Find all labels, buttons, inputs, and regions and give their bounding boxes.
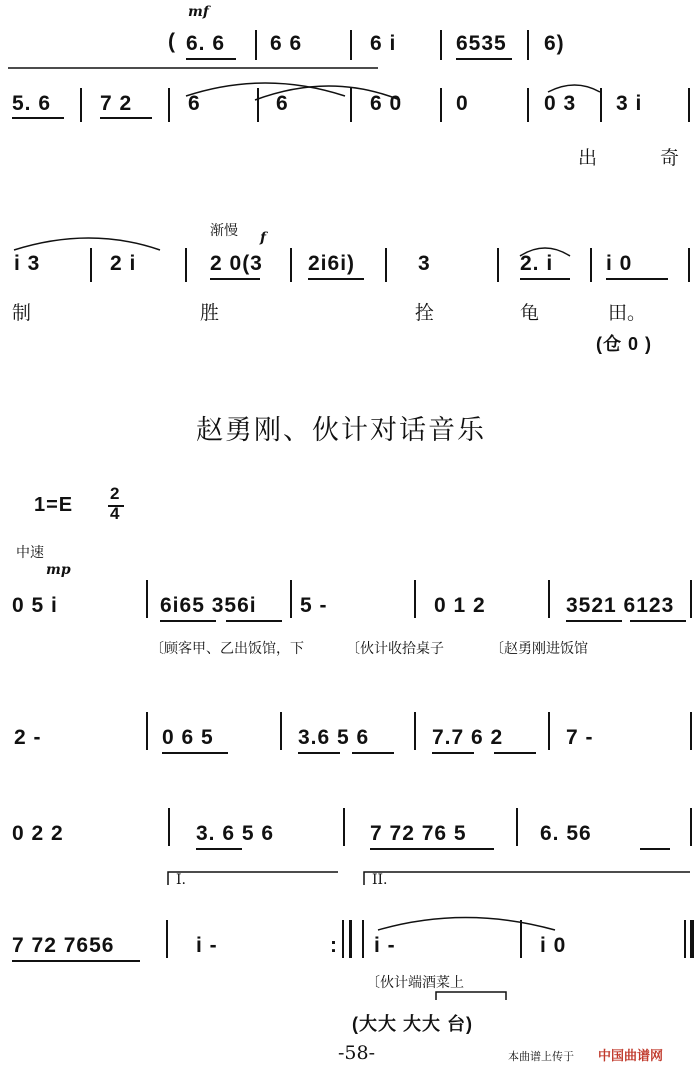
lyric: 田。 (608, 302, 647, 324)
note-group: 0 3 (544, 92, 577, 115)
note-group: 3521 6123 (566, 594, 675, 617)
barline (290, 580, 292, 618)
note-group: 7 72 76 5 (370, 822, 467, 845)
note-group: 2i6i) (308, 252, 356, 275)
note-group: 6i65 356i (160, 594, 257, 617)
note-group: i - (374, 934, 396, 957)
dynamic-mp: mp (46, 562, 71, 578)
final-barline (684, 920, 686, 958)
percussion-pattern: (大大 大大 台) (352, 1014, 473, 1034)
barline (516, 808, 518, 846)
barline (362, 920, 364, 958)
note-group: 2 i (110, 252, 137, 275)
note-group: 0 2 2 (12, 822, 64, 845)
barline (690, 712, 692, 750)
note-group: i 3 (14, 252, 41, 275)
note-group: 2 0(3 (210, 252, 263, 275)
note-group: 0 (456, 92, 469, 115)
section-title: 赵勇刚、伙计对话音乐 (196, 415, 486, 446)
note-group: 6535 (456, 32, 507, 55)
open-paren: ( (168, 30, 176, 53)
page-number: -58- (338, 1042, 376, 1064)
barline (350, 30, 352, 60)
barline (688, 88, 690, 122)
barline (440, 88, 442, 122)
note-group: 7 72 7656 (12, 934, 115, 957)
site-logo: 中国曲谱网 (598, 1049, 664, 1064)
time-signature-bottom: 4 (110, 504, 121, 523)
dynamic-mf: mf (188, 4, 209, 20)
tempo-marking: 渐慢 (210, 223, 238, 239)
note-group: 6. 56 (540, 822, 592, 845)
barline (688, 248, 690, 282)
barline (600, 88, 602, 122)
lyric: 奇 (660, 147, 680, 169)
note-group: 3.6 5 6 (298, 726, 370, 749)
barline (527, 88, 529, 122)
note-group: 6. 6 (186, 32, 226, 55)
barline (590, 248, 592, 282)
note-group: 7 - (566, 726, 594, 749)
lyric: 龟 (520, 302, 540, 324)
dynamic-f: f (260, 230, 267, 246)
barline (690, 580, 692, 618)
barline (548, 712, 550, 750)
note-group: 6 i (370, 32, 397, 55)
barline (497, 248, 499, 282)
barline (520, 920, 522, 958)
note-group: 6 (188, 92, 201, 115)
note-group: 7.7 6 2 (432, 726, 504, 749)
note-group: 6 6 (270, 32, 303, 55)
note-group: 3 (418, 252, 431, 275)
note-group: 3 i (616, 92, 643, 115)
stage-cue: 〔伙计收拾桌子 (346, 641, 444, 657)
note-group: 5. 6 (12, 92, 52, 115)
barline (185, 248, 187, 282)
barline (168, 808, 170, 846)
barline (255, 30, 257, 60)
barline (414, 580, 416, 618)
volta-1-label: I. (176, 872, 186, 888)
barline (350, 88, 352, 122)
repeat-dots: : (330, 934, 338, 957)
note-group: 6 0 (370, 92, 403, 115)
barline (385, 248, 387, 282)
tempo-marking: 中速 (16, 545, 44, 561)
barline (440, 30, 442, 60)
barline (80, 88, 82, 122)
lyric: 制 (12, 302, 32, 324)
note-group: 0 5 i (12, 594, 58, 617)
note-group: 6 (276, 92, 289, 115)
barline (690, 808, 692, 846)
volta-2-label: II. (372, 872, 388, 888)
barline (527, 30, 529, 60)
barline (146, 712, 148, 750)
barline (146, 580, 148, 618)
stage-cue: 〔伙计端酒菜上 (366, 975, 464, 991)
lyric: 出 (578, 147, 598, 169)
repeat-barline (342, 920, 344, 958)
note-group: 7 2 (100, 92, 133, 115)
note-group: i - (196, 934, 218, 957)
note-group: 0 6 5 (162, 726, 214, 749)
key-signature: 1=E (34, 494, 74, 516)
barline (168, 88, 170, 122)
barline (414, 712, 416, 750)
note-group: 5 - (300, 594, 328, 617)
barline (290, 248, 292, 282)
percussion-pattern: (仓 0 ) (596, 334, 653, 354)
barline (343, 808, 345, 846)
barline (257, 88, 259, 122)
upload-credit: 本曲谱上传于 (508, 1050, 574, 1063)
stage-cue: 〔顾客甲、乙出饭馆，下 (150, 641, 304, 657)
note-group: i 0 (540, 934, 567, 957)
time-signature-top: 2 (110, 484, 121, 503)
lyric: 胜 (200, 302, 220, 324)
barline (90, 248, 92, 282)
note-group: i 0 (606, 252, 633, 275)
note-group: 3. 6 5 6 (196, 822, 275, 845)
note-group: 2. i (520, 252, 554, 275)
barline (166, 920, 168, 958)
barline (548, 580, 550, 618)
barline (280, 712, 282, 750)
stage-cue: 〔赵勇刚进饭馆 (490, 641, 588, 657)
note-group: 2 - (14, 726, 42, 749)
lyric: 拴 (415, 302, 435, 324)
note-group: 0 1 2 (434, 594, 486, 617)
note-group: 6) (544, 32, 565, 55)
